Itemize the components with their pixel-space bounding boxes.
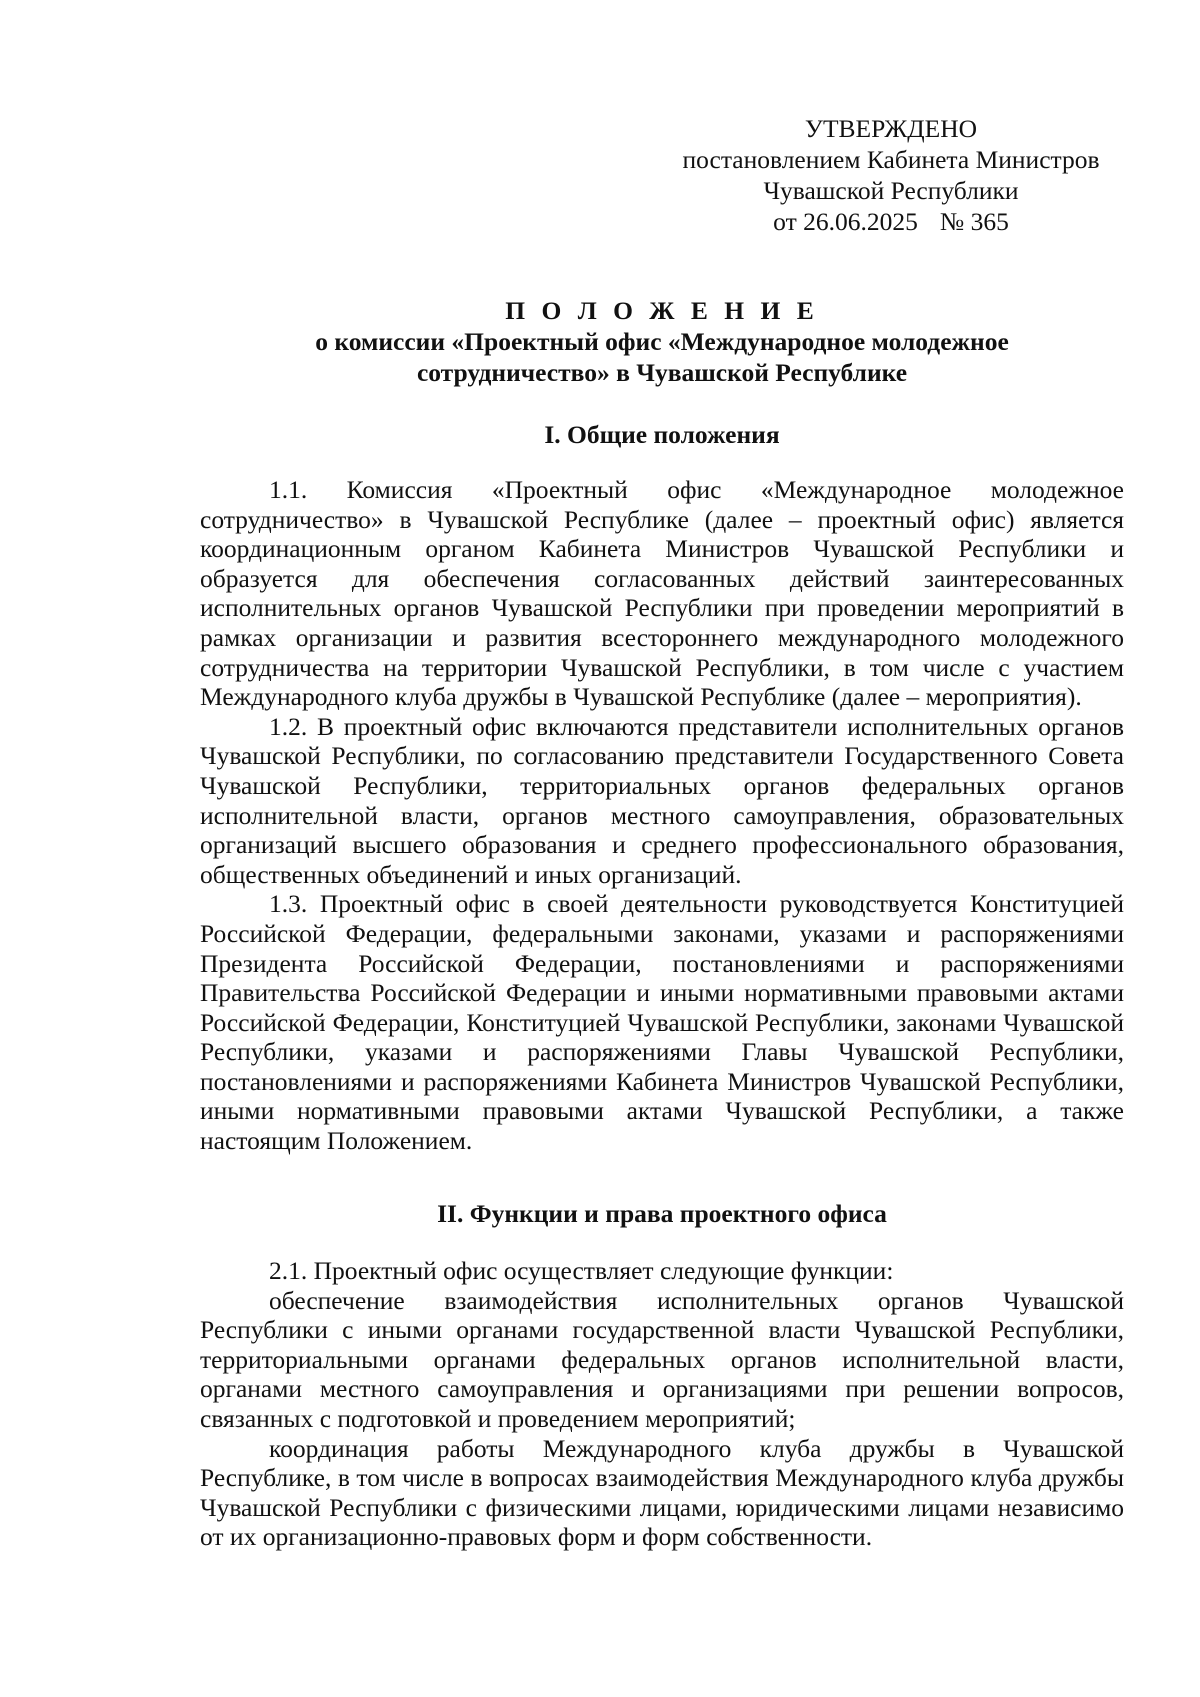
approval-stamp	[676, 113, 1106, 237]
section-1-heading: I. Общие положения	[544, 420, 780, 449]
section-2-body	[200, 1256, 1124, 1552]
document-subtitle-line-1: о комиссии «Проектный офис «Международное молодежное	[315, 327, 1009, 356]
approval-issuer-line: постановлением Кабинета Министров	[682, 145, 1100, 174]
approval-date: от 26.06.2025	[773, 207, 918, 236]
approval-number: № 365	[939, 207, 1009, 236]
section-1-body	[200, 475, 1124, 1156]
paragraph-1-3: 1.3. Проектный офис в своей деятельности руководствуется Конституцией Российской Федерации, федеральными законами, указами и распоряжениями Президента Российской Федерации, постановлениями и распоряжениями Правительства Российской Федерации и иными нормативными правовыми актами Российской Федерации, Конституцией Чувашской Республики, законами Чувашской Республики, указами и распоряжениями Главы Чувашской Республики, постановлениями и распоряжениями Кабинета Министров Чувашской Республики, иными нормативными правовыми актами Чувашской Республики, а также настоящим Положением.	[200, 889, 1124, 1156]
document-title: П О Л О Ж Е Н И Е	[505, 296, 819, 325]
document-subtitle-line-2: сотрудничество» в Чувашской Республике	[416, 358, 908, 387]
document-title-block	[200, 295, 1124, 388]
paragraph-2-1: 2.1. Проектный офис осуществляет следующие функции:	[269, 1256, 894, 1285]
paragraph-2-1-function-b: координация работы Международного клуба дружбы в Чувашской Республике, в том числе в вопросах взаимодействия Международного клуба дружбы Чувашской Республики с физическими лицами, юридическими лицами независимо от их организационно-правовых форм и форм собственности.	[200, 1433, 1124, 1552]
approval-heading: УТВЕРЖДЕНО	[804, 114, 978, 143]
paragraph-1-2: 1.2. В проектный офис включаются представители исполнительных органов Чувашской Республики, по согласованию представители Государственного Совета Чувашской Республики, территориальных органов федеральных органов исполнительной власти, органов местного самоуправления, образовательных организаций высшего образования и среднего профессионального образования, общественных объединений и иных организаций.	[200, 711, 1124, 889]
paragraph-1-1: 1.1. Комиссия «Проектный офис «Международное молодежное сотрудничество» в Чувашской Республике (далее – проектный офис) является координационным органом Кабинета Министров Чувашской Республики и образуется для обеспечения согласованных действий заинтересованных исполнительных органов Чувашской Республики при проведении мероприятий в рамках организации и развития всестороннего международного молодежного сотрудничества на территории Чувашской Республики, в том числе с участием Международного клуба дружбы в Чувашской Республике (далее – мероприятия).	[200, 475, 1124, 712]
approval-date-line	[676, 206, 1106, 237]
approval-republic-line: Чувашской Республики	[763, 176, 1019, 205]
paragraph-2-1-function-a: обеспечение взаимодействия исполнительных органов Чувашской Республики с иными органами государственной власти Чувашской Республики, территориальными органами федеральных органов исполнительной власти, органами местного самоуправления и организациями при решении вопросов, связанных с подготовкой и проведением мероприятий;	[200, 1285, 1124, 1433]
section-2-heading: II. Функции и права проектного офиса	[437, 1199, 887, 1228]
